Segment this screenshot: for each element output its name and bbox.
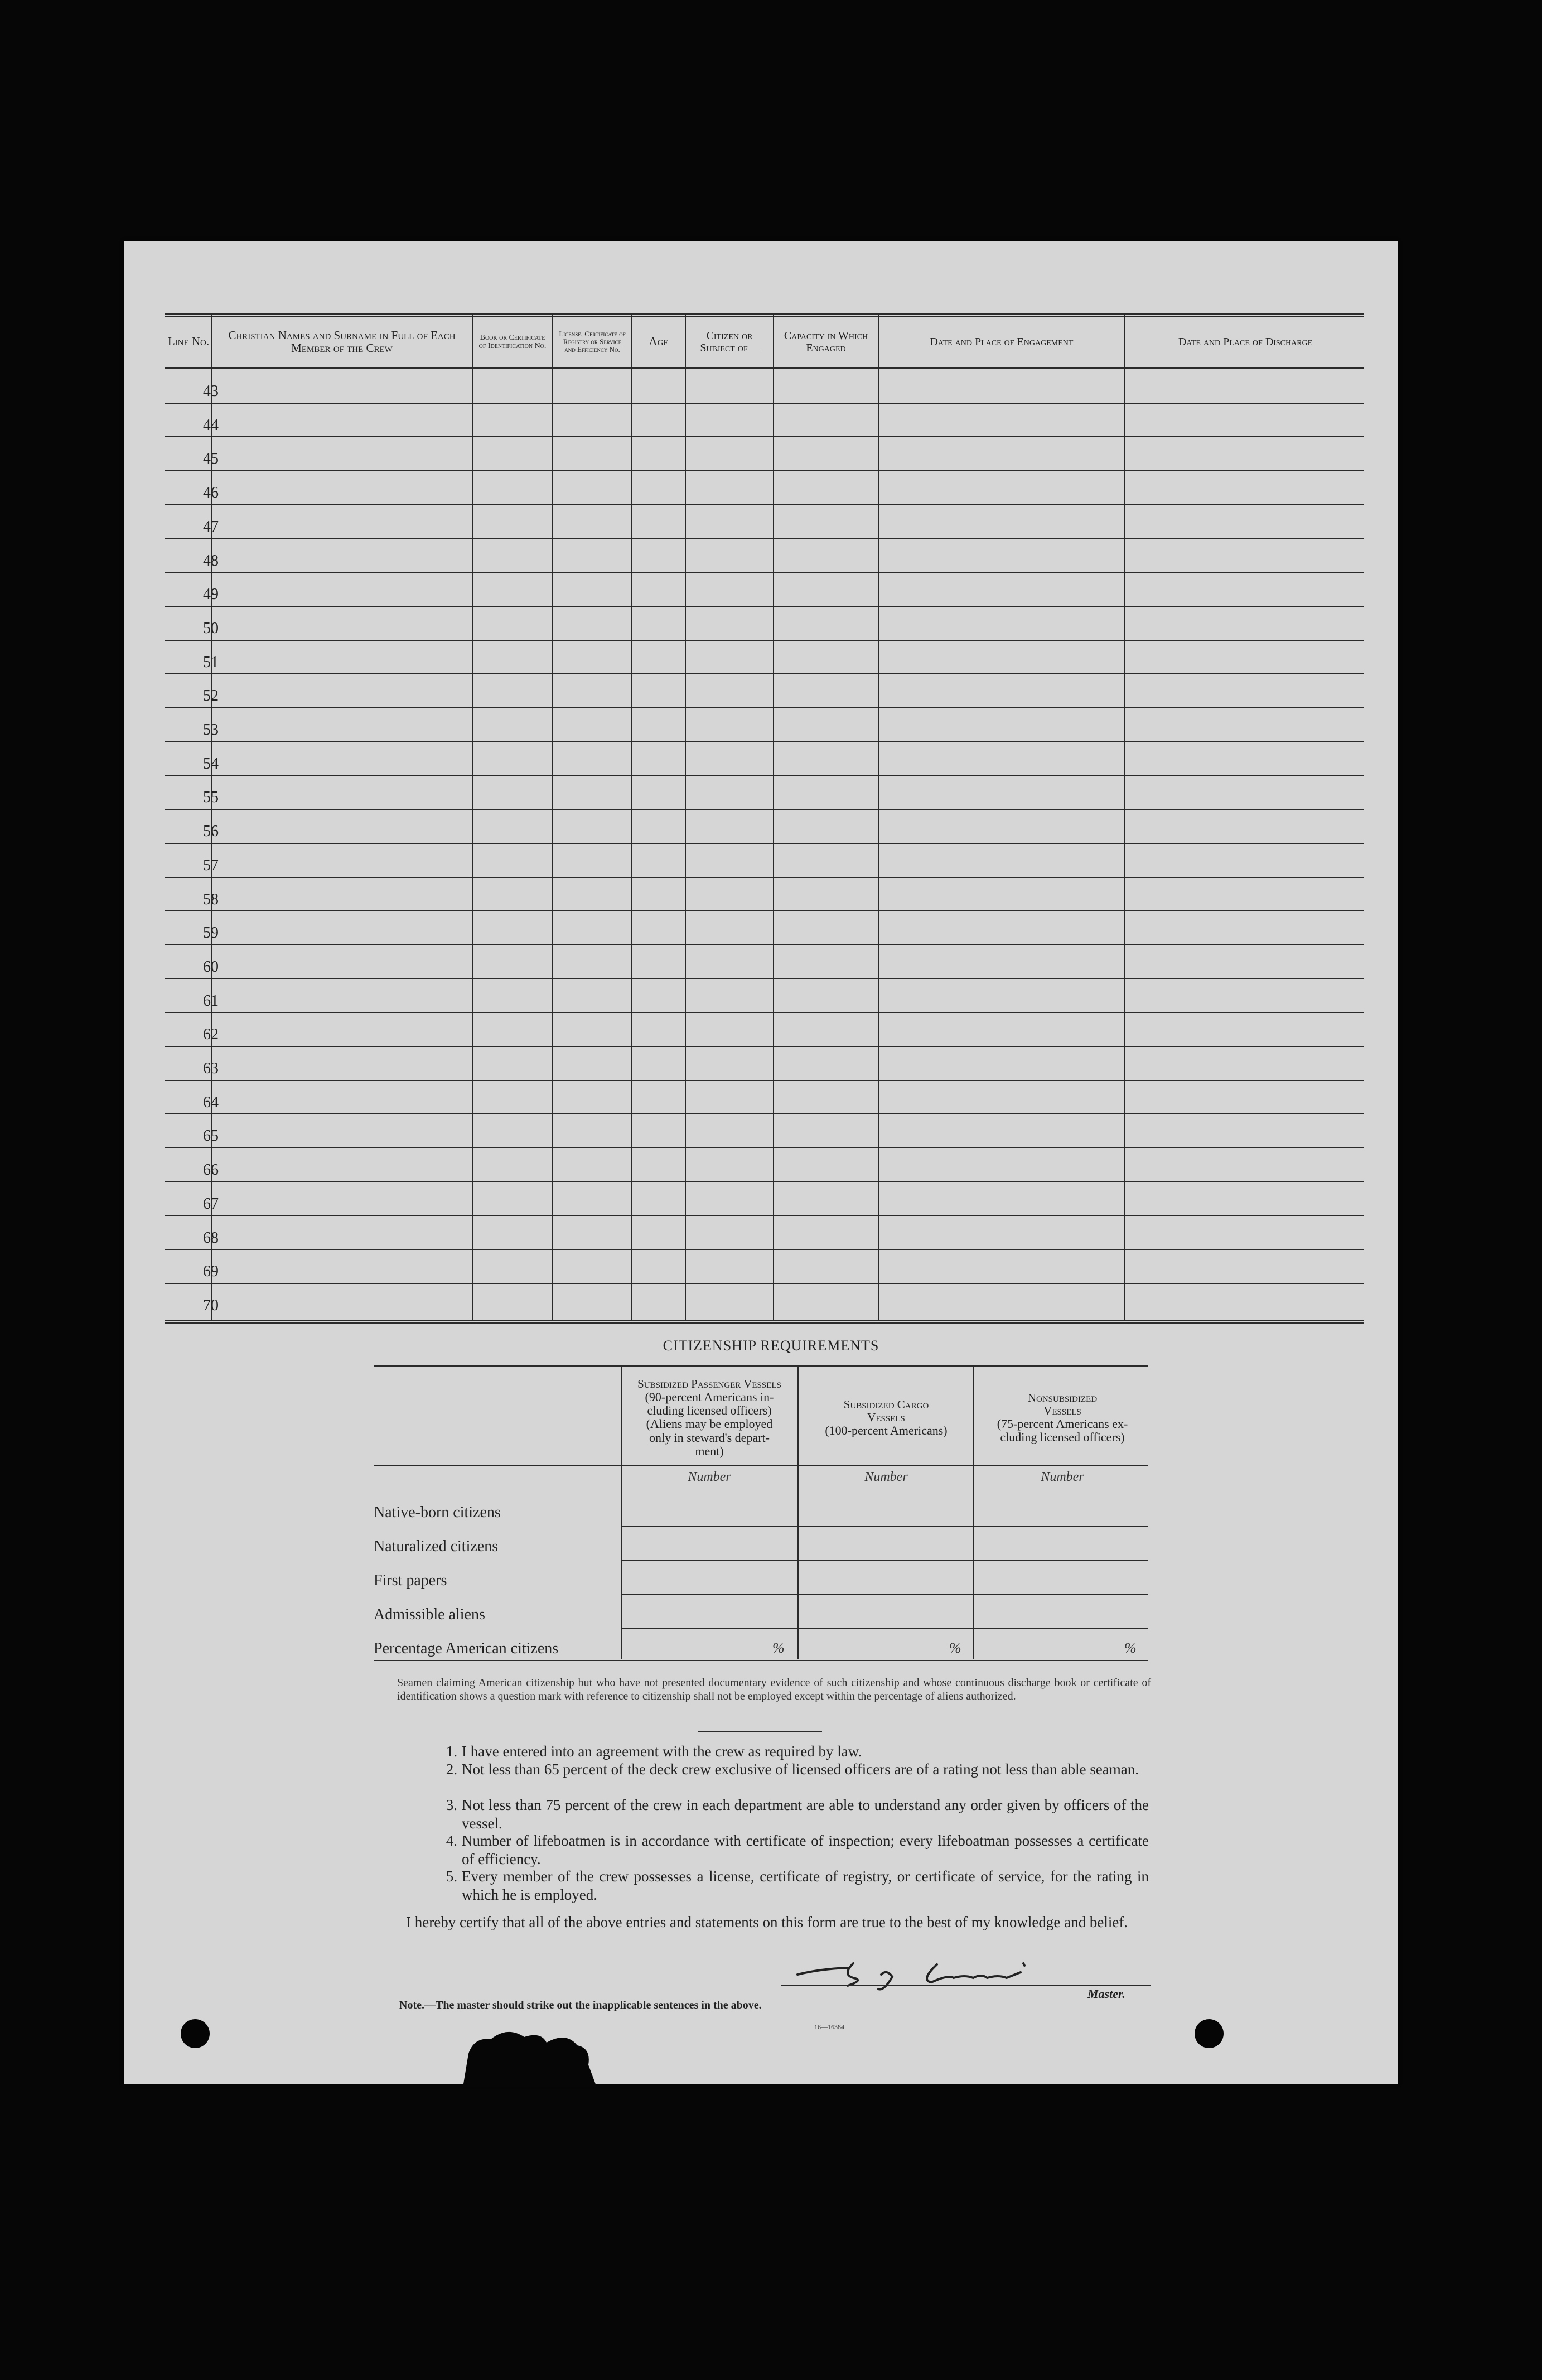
table-bottom-rule-2 [165, 1322, 1364, 1324]
line-number: 52 [203, 687, 219, 705]
table-row-rule [165, 504, 1364, 505]
line-number: 56 [203, 823, 219, 841]
line-number: 70 [203, 1296, 219, 1314]
line-number: 57 [203, 856, 219, 874]
line-number: 63 [203, 1060, 219, 1077]
separator-rule [698, 1731, 822, 1732]
line-number: 68 [203, 1229, 219, 1247]
col-divider [1124, 315, 1125, 1321]
cit-head-nonsubsidized [976, 1373, 1149, 1462]
punch-hole [181, 2019, 210, 2048]
col-divider [631, 315, 632, 1321]
number-label-cargo: Number [864, 1470, 908, 1484]
statement-text: Every member of the crew possesses a license, certificate of registry, or certificate of service, for the rating in which he is employed. [462, 1868, 1149, 1903]
cit-head-passenger [623, 1373, 795, 1462]
header-line-no: Line No. [167, 335, 210, 349]
table-row-rule [165, 1249, 1364, 1250]
cit-head-passenger-line: ment) [695, 1444, 724, 1458]
cit-row-rule [622, 1526, 1148, 1527]
cit-col-divider [973, 1367, 974, 1659]
cit-col-divider [621, 1367, 622, 1659]
table-row-rule [165, 606, 1364, 607]
cit-head-passenger-line: (90-percent Americans in- [645, 1390, 774, 1404]
col-divider [472, 315, 473, 1321]
certify-paragraph: I hereby certify that all of the above entries and statements on this form are true to the best of my knowledge and belief. [406, 1914, 1128, 1930]
row-percentage: Percentage American citizens [374, 1640, 559, 1657]
table-row-rule [165, 673, 1364, 674]
line-number: 54 [203, 755, 219, 773]
col-divider [878, 315, 879, 1321]
cit-head-nonsub-line: cluding licensed officers) [1000, 1430, 1125, 1445]
header-bottom-rule [165, 367, 1364, 369]
line-number: 59 [203, 924, 219, 942]
cit-head-passenger-line: only in steward's depart- [649, 1430, 770, 1445]
table-row-rule [165, 707, 1364, 708]
statement-text: Not less than 75 percent of the crew in each department are able to understand any order given by officers of the vessel. [462, 1797, 1149, 1832]
percent-sign-nonsubsidized: % [1124, 1640, 1137, 1656]
line-number: 44 [203, 416, 219, 434]
cit-head-nonsub-line: (75-percent Americans ex- [997, 1416, 1128, 1431]
table-row-rule [165, 538, 1364, 539]
cit-head-passenger-title: Subsidized Passenger Vessels [637, 1377, 781, 1391]
row-first-papers: First papers [374, 1572, 447, 1589]
cit-head-passenger-line: cluding licensed officers) [647, 1403, 772, 1418]
line-number: 51 [203, 653, 219, 671]
table-row-rule [165, 809, 1364, 810]
table-row-rule [165, 1080, 1364, 1081]
line-number: 67 [203, 1195, 219, 1213]
table-row-rule [165, 843, 1364, 844]
line-number: 69 [203, 1263, 219, 1281]
signature-line [781, 1985, 1151, 1986]
cit-head-cargo-title: Subsidized Cargo Vessels [843, 1397, 929, 1424]
header-names: Christian Names and Surname in Full of Each Member of the Crew [228, 328, 456, 355]
col-divider [685, 315, 686, 1321]
table-row-rule [165, 1046, 1364, 1047]
table-row-rule [165, 1283, 1364, 1284]
header-book-no: Book or Certificate of Identification No. [478, 333, 547, 350]
form-number: 16—16384 [814, 2023, 844, 2031]
line-number: 53 [203, 721, 219, 738]
punch-hole [1195, 2019, 1224, 2048]
header-engagement: Date and Place of Engagement [930, 336, 1074, 348]
statement-number: 4. [446, 1832, 457, 1849]
table-row-rule [165, 436, 1364, 437]
table-row-rule [165, 978, 1364, 979]
line-number: 62 [203, 1026, 219, 1044]
cit-head-rule [374, 1465, 1148, 1466]
line-number: 48 [203, 552, 219, 569]
table-top-rule [165, 313, 1364, 315]
number-label-nonsubsidized: Number [1041, 1470, 1084, 1484]
table-top-rule-2 [165, 316, 1364, 317]
line-number: 47 [203, 518, 219, 535]
cit-row-rule [622, 1594, 1148, 1595]
statement-text: I have entered into an agreement with the crew as required by law. [462, 1743, 862, 1760]
table-row-rule [165, 572, 1364, 573]
line-number: 50 [203, 619, 219, 637]
statement-number: 2. [446, 1761, 457, 1778]
statement-number: 1. [446, 1743, 457, 1760]
table-row-rule [165, 1215, 1364, 1216]
table-row-rule [165, 470, 1364, 471]
table-row-rule [165, 775, 1364, 776]
table-row-rule [165, 1181, 1364, 1182]
statement-text: Not less than 65 percent of the deck crew exclusive of licensed officers are of a rating not less than able seaman. [462, 1761, 1139, 1778]
header-age: Age [649, 335, 669, 349]
row-admissible-aliens: Admissible aliens [374, 1606, 485, 1623]
row-native-born: Native-born citizens [374, 1504, 501, 1521]
cit-bottom-rule [374, 1660, 1148, 1661]
line-number: 58 [203, 890, 219, 908]
table-row-rule [165, 877, 1364, 878]
master-signature [786, 1952, 1048, 1997]
percent-sign-cargo: % [949, 1640, 961, 1656]
cit-head-cargo [801, 1373, 971, 1462]
statement-number: 3. [446, 1797, 457, 1813]
torn-edge [463, 2015, 597, 2087]
statement-number: 5. [446, 1868, 457, 1885]
line-number: 65 [203, 1127, 219, 1145]
cit-row-rule [622, 1628, 1148, 1629]
header-discharge: Date and Place of Discharge [1178, 336, 1313, 348]
cit-col-divider [797, 1367, 799, 1659]
table-row-rule [165, 1113, 1364, 1114]
line-number: 43 [203, 383, 219, 400]
percent-sign-passenger: % [772, 1640, 785, 1656]
line-number: 55 [203, 789, 219, 807]
signature-label: Master. [1087, 1987, 1125, 2001]
col-divider [773, 315, 774, 1321]
citizenship-notice: Seamen claiming American citizenship but who have not presented documentary evidence of such citizenship and whose continuous discharge book or certificate of identification shows a question mark with reference to citizenship shall not be employed except within the percentage of aliens authorized. [397, 1677, 1151, 1702]
line-number: 66 [203, 1161, 219, 1179]
cit-head-cargo-line: (100-percent Americans) [825, 1423, 948, 1437]
header-license-no: License, Certificate of Registry or Service and Efficiency No. [559, 329, 626, 354]
header-citizen: Citizen or Subject of— [700, 330, 759, 354]
line-number: 45 [203, 450, 219, 468]
cit-top-rule [374, 1365, 1148, 1367]
cit-head-nonsub-title: Nonsubsidized Vessels [1027, 1391, 1098, 1417]
table-row-rule [165, 1147, 1364, 1148]
citizenship-title: CITIZENSHIP REQUIREMENTS [663, 1338, 879, 1354]
table-row-rule [165, 741, 1364, 742]
line-number: 49 [203, 586, 219, 604]
line-number: 60 [203, 958, 219, 976]
table-row-rule [165, 640, 1364, 641]
cit-row-rule [622, 1560, 1148, 1561]
line-number: 61 [203, 992, 219, 1010]
table-row-rule [165, 1012, 1364, 1013]
table-row-rule [165, 403, 1364, 404]
statement-text: Number of lifeboatmen is in accordance with certificate of inspection; every lifeboatman possesses a certificate of efficiency. [462, 1832, 1149, 1867]
row-naturalized: Naturalized citizens [374, 1538, 499, 1555]
line-number: 64 [203, 1093, 219, 1111]
table-bottom-rule [165, 1320, 1364, 1321]
table-row-rule [165, 910, 1364, 911]
col-divider [552, 315, 553, 1321]
note-text: Note.—The master should strike out the inapplicable sentences in the above. [399, 1999, 762, 2011]
header-capacity: Capacity in Which Engaged [784, 330, 868, 354]
table-row-rule [165, 944, 1364, 945]
number-label-passenger: Number [688, 1470, 731, 1484]
line-number: 46 [203, 484, 219, 502]
cit-head-passenger-line: (Aliens may be employed [646, 1417, 773, 1431]
